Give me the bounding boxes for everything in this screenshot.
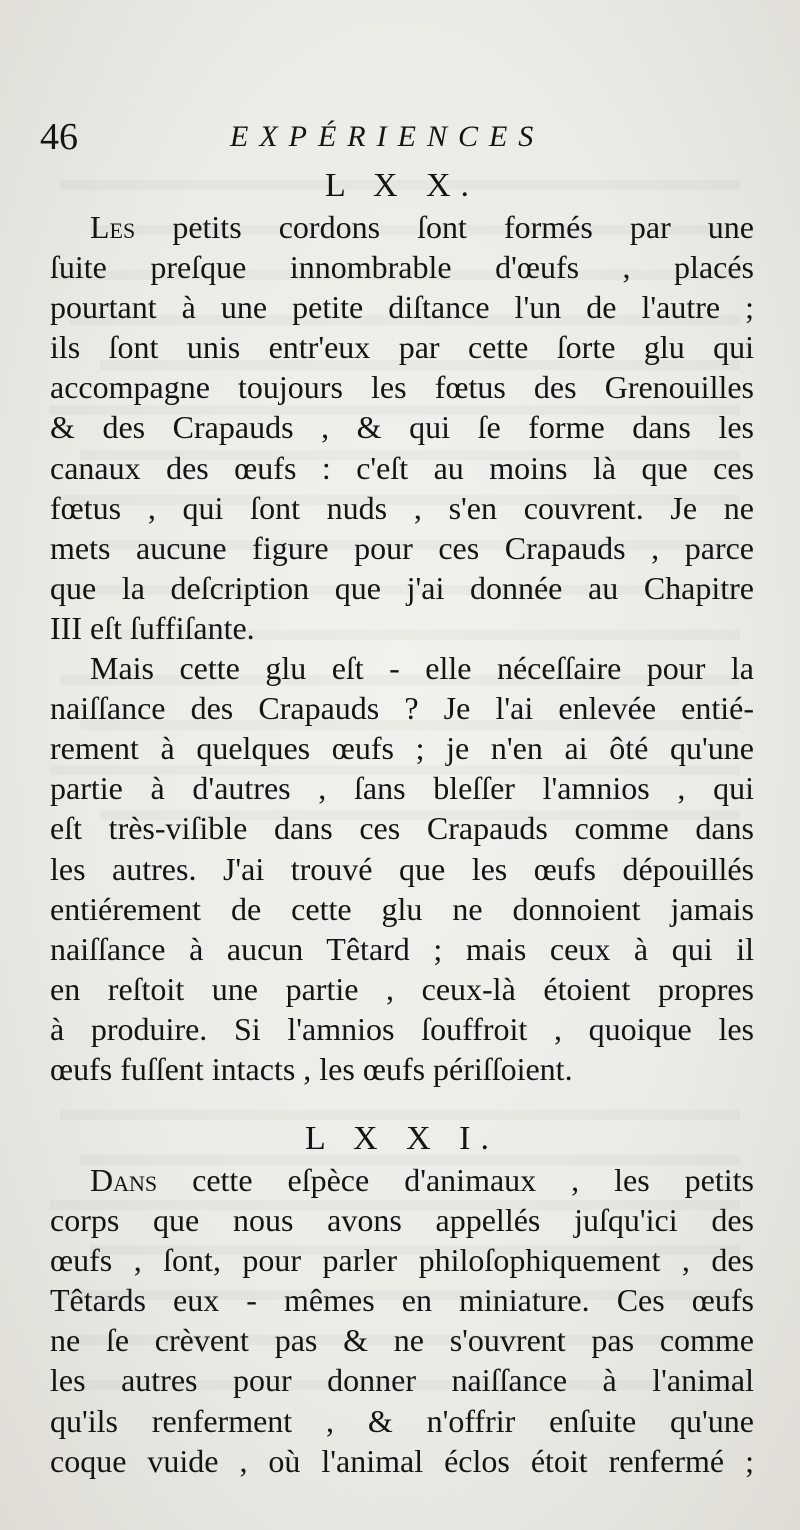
text-line: Dans cette eſpèce d'animaux , les petits — [90, 1162, 755, 1198]
text-line: ne ſe crèvent pas & ne s'ouvrent pas comme — [50, 1322, 754, 1359]
text-line: coque vuide , où l'animal éclos étoit renfermé ; — [50, 1442, 754, 1479]
text-line: rement à quelques œufs ; je n'en ai ôté qu'une — [50, 730, 754, 767]
text-line: qu'ils renferment , & n'offrir enſuite qu'une — [50, 1402, 754, 1439]
text-line: accompagne toujours les fœtus des Grenouilles — [50, 369, 754, 406]
text-line: corps que nous avons appellés juſqu'ici des — [50, 1202, 754, 1239]
text-line: partie à d'autres , ſans bleſſer l'amnios , qui — [50, 770, 754, 807]
text-line: Têtards eux - mêmes en miniature. Ces œufs — [50, 1282, 754, 1319]
text-line: à produire. Si l'amnios ſouffroit , quoique les — [50, 1010, 754, 1047]
text-line: canaux des œufs : c'eſt au moins là que ces — [50, 449, 754, 486]
text-line: pourtant à une petite diſtance l'un de l'autre ; — [50, 289, 754, 326]
text-line: III eſt ſuffiſante. — [50, 609, 255, 646]
paragraph — [50, 207, 754, 648]
section-lxxi — [50, 1118, 754, 1481]
paragraph — [50, 648, 754, 1089]
text-line: que la deſcription que j'ai donnée au Chapitre — [50, 569, 754, 606]
text-line: œufs , ſont, pour parler philoſophiquement , des — [50, 1242, 754, 1279]
running-head — [40, 112, 760, 162]
text-line: naiſſance à aucun Têtard ; mais ceux à qui il — [50, 930, 754, 967]
section-lxx — [50, 165, 754, 1089]
text-line: œufs fuſſent intacts , les œufs périſſoient. — [50, 1050, 573, 1087]
first-word: Dans — [90, 1162, 158, 1198]
first-word: Les — [90, 209, 136, 245]
text-line: ſuite preſque innombrable d'œufs , placés — [50, 249, 754, 286]
paragraph — [50, 1160, 754, 1481]
text-line: entiérement de cette glu ne donnoient jamais — [50, 890, 754, 927]
text-line: mets aucune figure pour ces Crapauds , parce — [50, 529, 754, 566]
page-number: 46 — [40, 116, 78, 158]
section-heading: L X X I. — [305, 1120, 499, 1157]
text-line: eſt très-viſible dans ces Crapauds comme dans — [50, 810, 754, 847]
text-line: les autres. J'ai trouvé que les œufs dépouillés — [50, 850, 754, 887]
text-line: naiſſance des Crapauds ? Je l'ai enlevée entié- — [50, 690, 754, 727]
section-heading: L X X. — [324, 167, 480, 204]
text-line: Les petits cordons ſont formés par une — [90, 209, 755, 245]
text-line: ils ſont unis entr'eux par cette ſorte glu qui — [50, 329, 754, 366]
running-title: EXPÉRIENCES — [230, 120, 545, 153]
text-line: en reſtoit une partie , ceux-là étoient propres — [50, 970, 754, 1007]
text-line: & des Crapauds , & qui ſe forme dans les — [50, 409, 754, 446]
text-line: fœtus , qui ſont nuds , s'en couvrent. Je ne — [50, 489, 754, 526]
text-line: les autres pour donner naiſſance à l'animal — [50, 1362, 754, 1399]
text-line: Mais cette glu eſt - elle néceſſaire pour la — [90, 650, 754, 687]
